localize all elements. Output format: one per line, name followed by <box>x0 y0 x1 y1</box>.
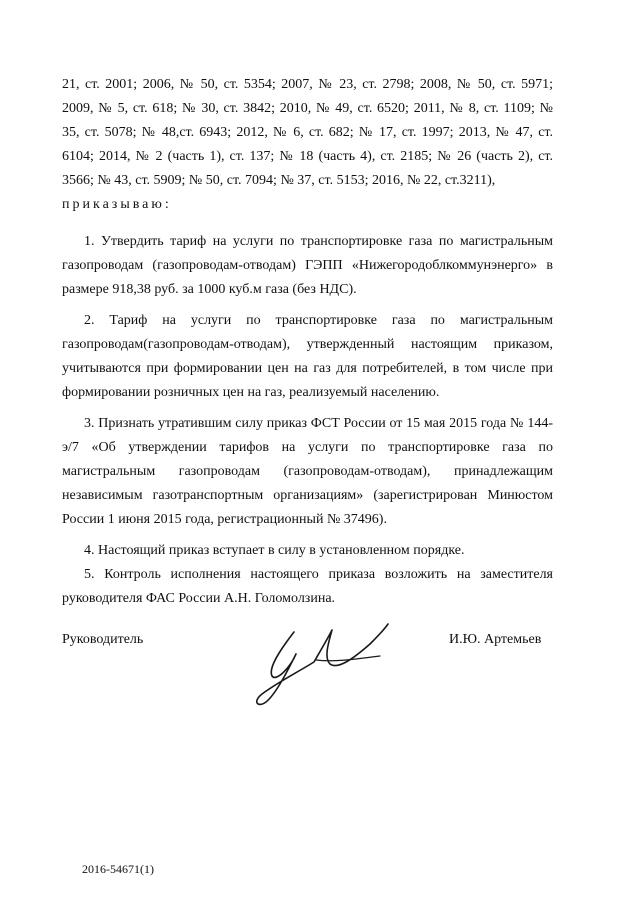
preamble-line: 3566; № 43, ст. 5909; № 50, ст. 7094; № 37, ст. 5153; 2016, № 22, ст.3211), <box>62 173 496 188</box>
order-word: приказываю: <box>62 197 172 212</box>
paragraph-3: 3. Признать утратившим силу приказ ФСТ России от 15 мая 2015 года № 144-э/7 «Об утверждении тарифов на услуги по транспортировке газа по магистральным газопроводам (газопроводам-отводам), принадлежащим независимым газотранспортным организациям» (зарегистрирован Минюстом России 1 июня 2015 года, регистрационный № 37496). <box>62 416 553 527</box>
signature-image <box>232 610 402 710</box>
paragraph-5: 5. Контроль исполнения настоящего приказа возложить на заместителя руководителя ФАС России А.Н. Голомолзина. <box>62 567 553 606</box>
preamble-line: 2009, № 5, ст. 618; № 30, ст. 3842; 2010, № 49, ст. 6520; 2011, № 8, ст. 1109; № <box>62 101 553 116</box>
paragraphs-block <box>62 230 553 611</box>
preamble-line: 21, ст. 2001; 2006, № 50, ст. 5354; 2007, № 23, ст. 2798; 2008, № 50, ст. 5971; <box>62 77 553 92</box>
signer-name: И.Ю. Артемьев <box>449 632 542 647</box>
paragraph-4: 4. Настоящий приказ вступает в силу в установленном порядке. <box>84 543 465 558</box>
preamble-block <box>62 73 553 217</box>
preamble-line: 35, ст. 5078; № 48,ст. 6943; 2012, № 6, ст. 682; № 17, ст. 1997; 2013, № 47, ст. <box>62 125 553 140</box>
document-number: 2016-54671(1) <box>82 862 154 876</box>
preamble-line: 6104; 2014, № 2 (часть 1), ст. 137; № 18 (часть 4), ст. 2185; № 26 (часть 2), ст. <box>62 149 553 164</box>
paragraph-1: 1. Утвердить тариф на услуги по транспортировке газа по магистральным газопроводам (газопроводам-отводам) ГЭПП «Нижегородоблкоммунэнерго» в размере 918,38 руб. за 1000 куб.м газа (без НДС). <box>62 234 553 297</box>
signer-title: Руководитель <box>62 632 144 647</box>
paragraph-2: 2. Тариф на услуги по транспортировке газа по магистральным газопроводам(газопроводам-отводам), утвержденный настоящим приказом, учитываются при формировании цен на газ для потребителей, в том числе при формировании розничных цен на газ, реализуемый населению. <box>62 313 553 400</box>
